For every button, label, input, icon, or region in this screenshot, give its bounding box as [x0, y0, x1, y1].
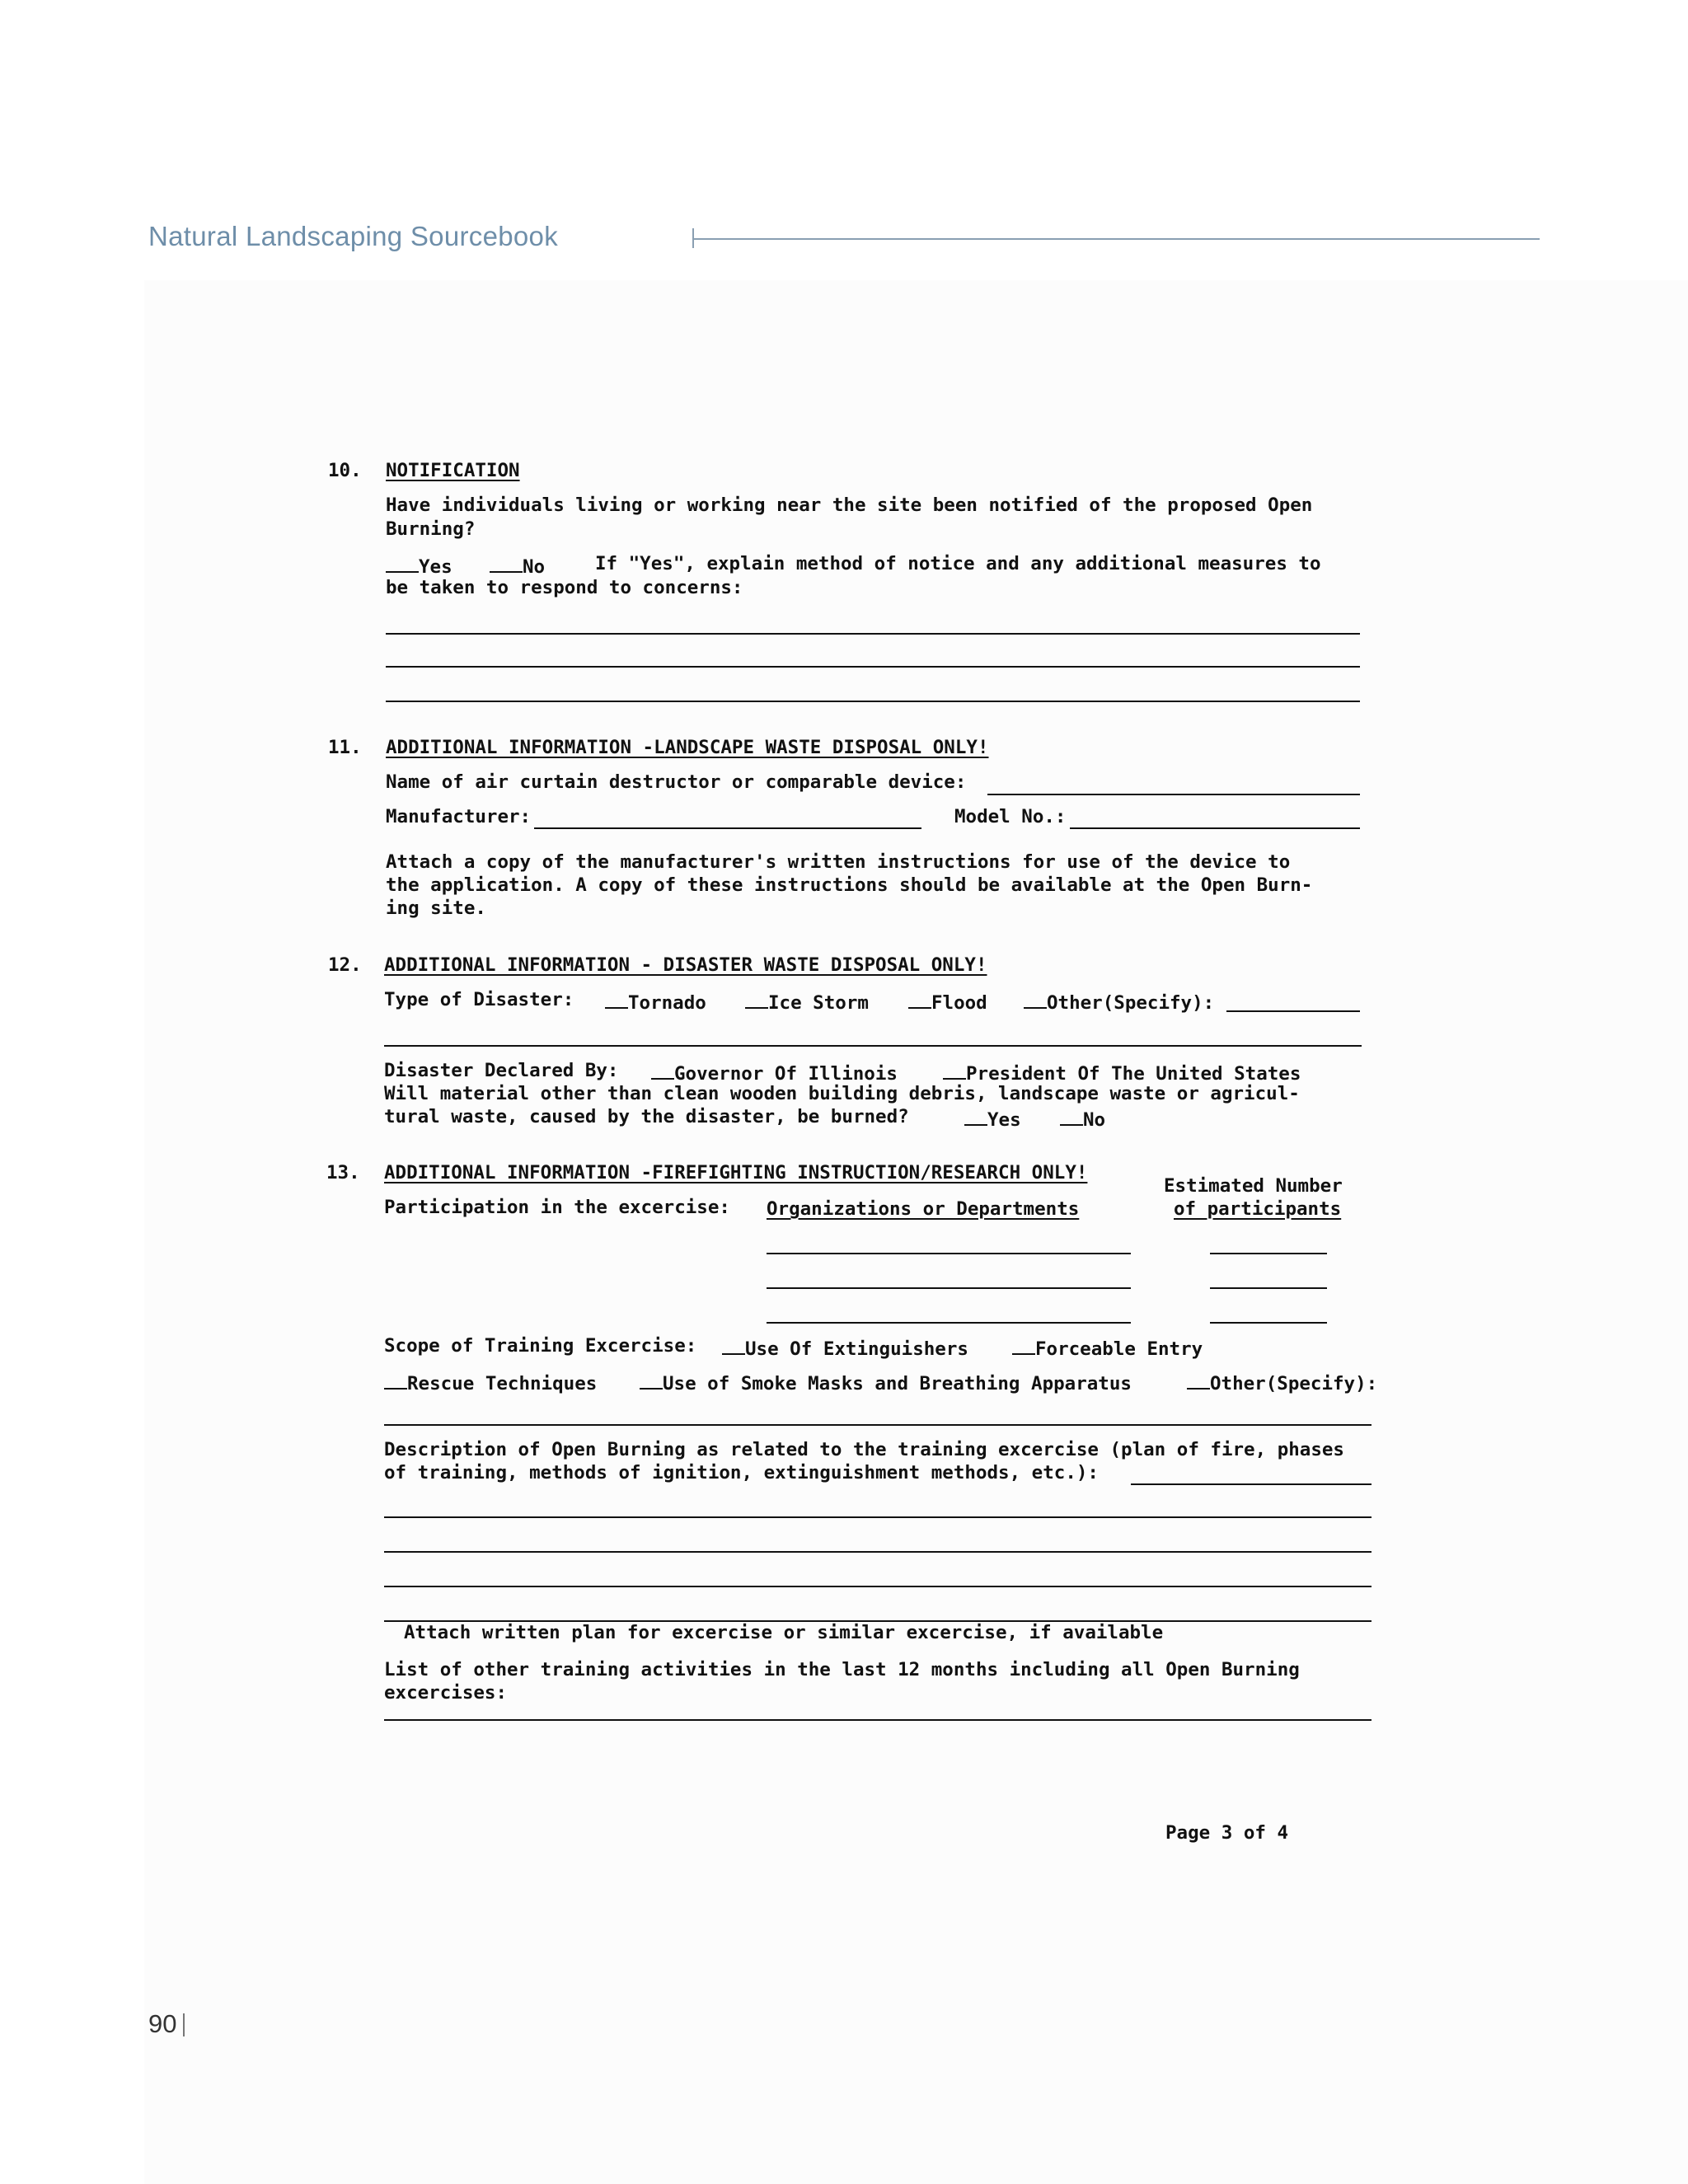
section-number: 11. — [328, 737, 362, 758]
list-text: excercises: — [384, 1682, 508, 1704]
manufacturer-field[interactable] — [534, 827, 921, 829]
question-text: tural waste, caused by the disaster, be burned? — [384, 1106, 909, 1127]
description-field[interactable] — [1131, 1483, 1372, 1485]
other-label: Other(Specify): — [1047, 992, 1215, 1014]
instructions-text: Attach a copy of the manufacturer's written instructions for use of the device to — [386, 851, 1291, 873]
yes-checkbox-option[interactable] — [386, 555, 452, 577]
section-title: ADDITIONAL INFORMATION -LANDSCAPE WASTE DISPOSAL ONLY! — [386, 737, 989, 758]
smoke-masks-label: Use of Smoke Masks and Breathing Apparatus — [663, 1373, 1132, 1394]
answer-line[interactable] — [384, 1424, 1372, 1426]
list-text: List of other training activities in the last 12 months including all Open Burning — [384, 1659, 1300, 1680]
organization-field[interactable] — [767, 1287, 1131, 1289]
forceable-entry-option[interactable] — [1012, 1337, 1203, 1359]
forceable-entry-label: Forceable Entry — [1035, 1338, 1203, 1360]
page-number-rule — [183, 2013, 185, 2036]
question-text: Will material other than clean wooden building debris, landscape waste or agricul- — [384, 1083, 1300, 1104]
organization-field[interactable] — [767, 1253, 1131, 1254]
no-checkbox-option[interactable] — [490, 555, 545, 577]
explain-text: If "Yes", explain method of notice and any additional measures to — [595, 553, 1321, 574]
organizations-header: Organizations or Departments — [767, 1198, 1080, 1220]
section-number: 10. — [328, 460, 362, 481]
governor-label: Governor Of Illinois — [674, 1063, 898, 1085]
ice-storm-label: Ice Storm — [768, 992, 869, 1014]
section-number: 13. — [326, 1162, 360, 1183]
other-option[interactable] — [1024, 991, 1214, 1013]
form-page-indicator: Page 3 of 4 — [1165, 1822, 1289, 1844]
president-label: President Of The United States — [966, 1063, 1301, 1085]
participation-label: Participation in the excercise: — [384, 1197, 730, 1218]
ice-storm-option[interactable] — [745, 991, 869, 1013]
flood-label: Flood — [931, 992, 987, 1014]
yes-label: Yes — [987, 1109, 1021, 1131]
section-title: ADDITIONAL INFORMATION - DISASTER WASTE DISPOSAL ONLY! — [384, 954, 987, 976]
disaster-type-label: Type of Disaster: — [384, 989, 574, 1010]
device-label: Name of air curtain destructor or comparable device: — [386, 771, 967, 793]
declared-by-label: Disaster Declared By: — [384, 1060, 619, 1081]
section-title: NOTIFICATION — [386, 460, 520, 481]
answer-line[interactable] — [384, 1719, 1372, 1721]
no-label: No — [1083, 1109, 1106, 1131]
tornado-label: Tornado — [628, 992, 706, 1014]
answer-line[interactable] — [386, 633, 1360, 635]
description-text: Description of Open Burning as related to the training excercise (plan of fire, phases — [384, 1439, 1344, 1460]
instructions-text: ing site. — [386, 898, 486, 919]
estimated-number-header: Estimated Number — [1164, 1175, 1343, 1197]
explain-text: be taken to respond to concerns: — [386, 577, 743, 598]
other-option[interactable] — [1187, 1371, 1377, 1394]
rescue-label: Rescue Techniques — [407, 1373, 598, 1394]
manufacturer-label: Manufacturer: — [386, 806, 532, 827]
scope-label: Scope of Training Excercise: — [384, 1335, 697, 1357]
tornado-option[interactable] — [605, 991, 706, 1013]
participants-field[interactable] — [1210, 1287, 1327, 1289]
attach-plan-text: Attach written plan for excercise or similar excercise, if available — [404, 1622, 1164, 1643]
flood-option[interactable] — [908, 991, 987, 1013]
extinguishers-label: Use Of Extinguishers — [745, 1338, 968, 1360]
no-label: No — [523, 556, 546, 578]
yes-checkbox-option[interactable] — [964, 1108, 1021, 1130]
answer-line[interactable] — [386, 701, 1360, 702]
no-checkbox-option[interactable] — [1060, 1108, 1105, 1130]
running-header-title: Natural Landscaping Sourcebook — [148, 221, 558, 251]
yes-label: Yes — [419, 556, 452, 578]
rescue-option[interactable] — [384, 1371, 597, 1394]
header-rule — [692, 238, 1540, 240]
answer-line[interactable] — [384, 1516, 1372, 1518]
participants-header: of participants — [1174, 1198, 1342, 1220]
participants-field[interactable] — [1210, 1253, 1327, 1254]
other-label: Other(Specify): — [1210, 1373, 1378, 1394]
question-text: Have individuals living or working near the site been notified of the proposed Open — [386, 494, 1313, 516]
participants-field[interactable] — [1210, 1322, 1327, 1324]
extinguishers-option[interactable] — [722, 1337, 968, 1359]
president-option[interactable] — [943, 1062, 1301, 1084]
organization-field[interactable] — [767, 1322, 1131, 1324]
description-text: of training, methods of ignition, extinguishment methods, etc.): — [384, 1462, 1099, 1483]
model-field[interactable] — [1070, 827, 1360, 829]
answer-line[interactable] — [386, 666, 1360, 668]
answer-line[interactable] — [384, 1586, 1372, 1587]
instructions-text: the application. A copy of these instructions should be available at the Open Burn- — [386, 874, 1313, 896]
section-number: 12. — [328, 954, 362, 976]
device-field[interactable] — [987, 794, 1360, 795]
answer-line[interactable] — [384, 1045, 1362, 1047]
section-title: ADDITIONAL INFORMATION -FIREFIGHTING INSTRUCTION/RESEARCH ONLY! — [384, 1162, 1088, 1183]
answer-line[interactable] — [384, 1551, 1372, 1553]
governor-option[interactable] — [651, 1062, 898, 1084]
smoke-masks-option[interactable] — [640, 1371, 1132, 1394]
other-specify-field[interactable] — [1226, 1010, 1360, 1012]
page-number: 90 — [148, 2009, 177, 2038]
model-label: Model No.: — [954, 806, 1067, 827]
question-text: Burning? — [386, 518, 476, 540]
